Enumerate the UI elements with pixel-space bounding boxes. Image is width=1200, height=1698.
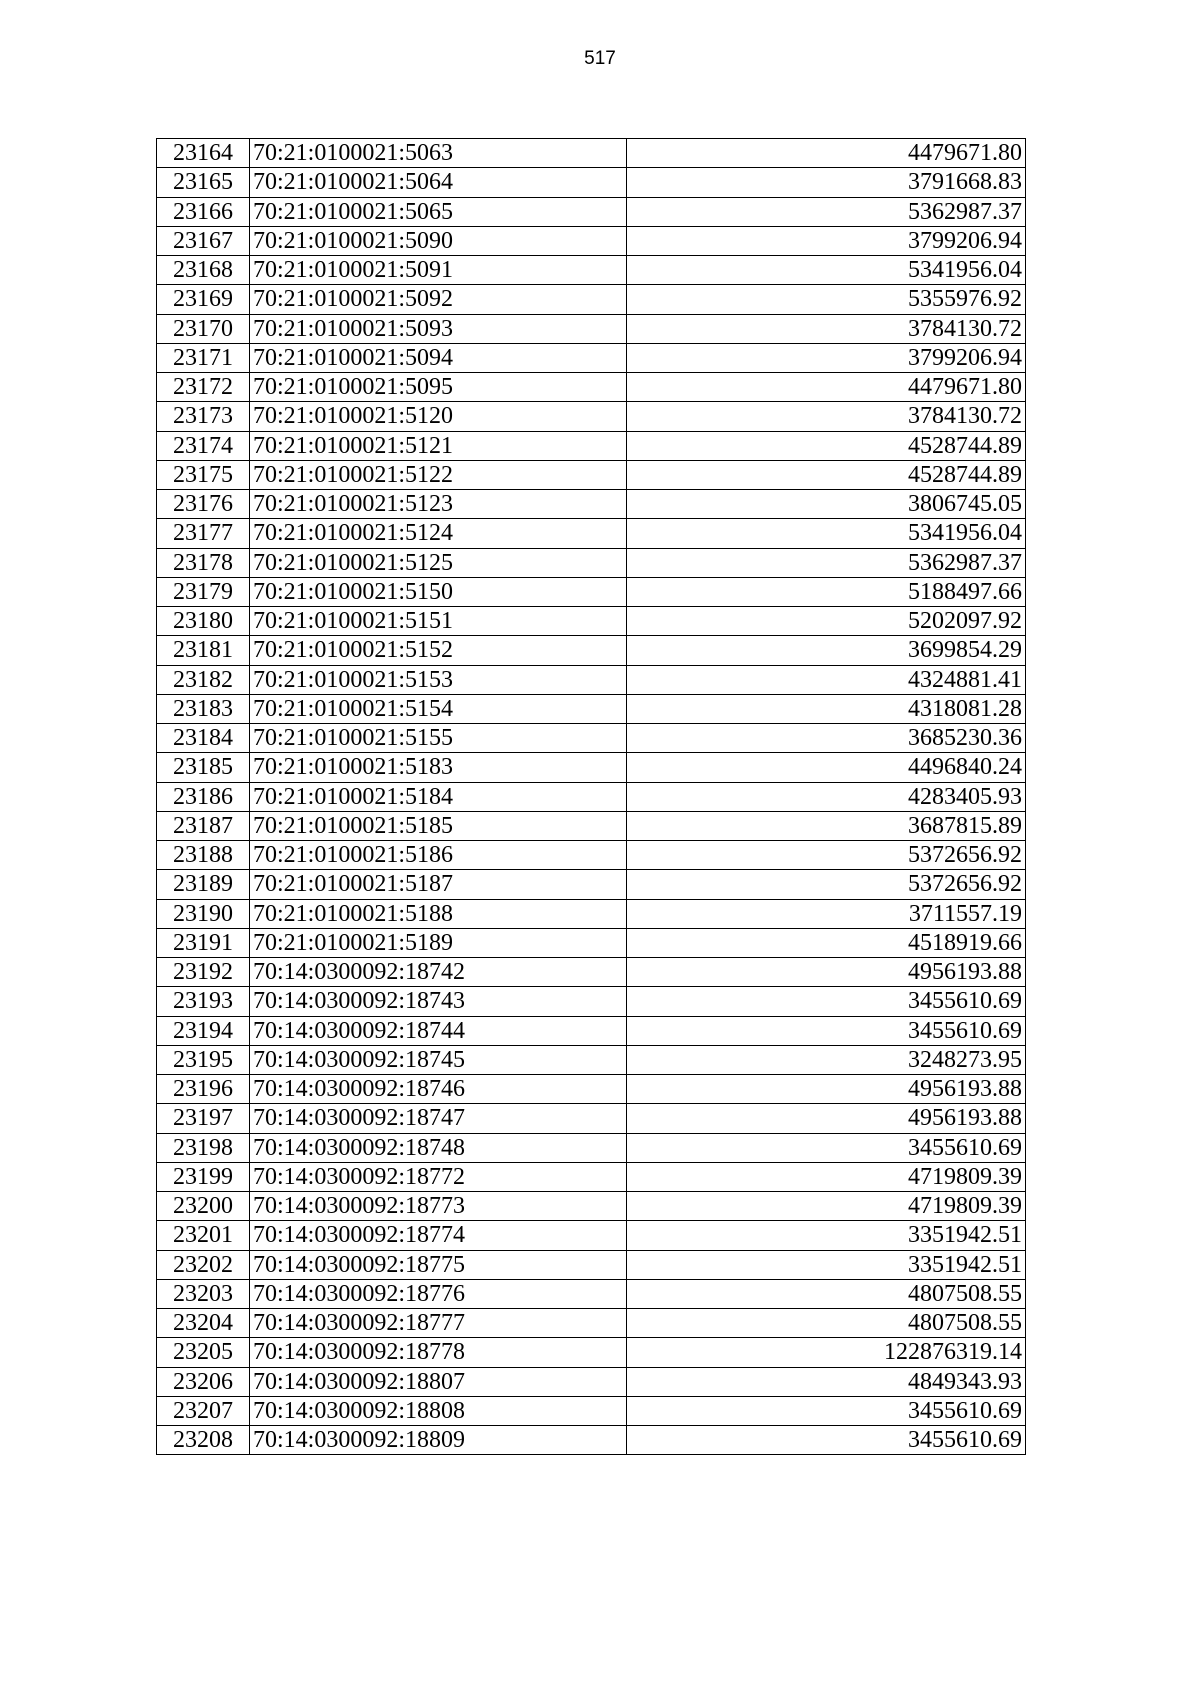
table-row bbox=[157, 285, 1026, 314]
cadastral-number-cell: 70:21:0100021:5185 bbox=[250, 811, 627, 840]
cadastral-value-cell: 4528744.89 bbox=[627, 431, 1026, 460]
row-number-cell: 23180 bbox=[157, 607, 250, 636]
cadastral-number-cell: 70:21:0100021:5120 bbox=[250, 402, 627, 431]
row-number-cell: 23188 bbox=[157, 841, 250, 870]
cadastral-number-cell: 70:14:0300092:18747 bbox=[250, 1104, 627, 1133]
cadastral-value-cell: 4807508.55 bbox=[627, 1279, 1026, 1308]
cadastral-value-cell: 3784130.72 bbox=[627, 314, 1026, 343]
cadastral-value-table bbox=[156, 138, 1026, 1455]
cadastral-number-cell: 70:21:0100021:5122 bbox=[250, 460, 627, 489]
row-number-cell: 23189 bbox=[157, 870, 250, 899]
table-row bbox=[157, 607, 1026, 636]
table-row bbox=[157, 958, 1026, 987]
row-number-cell: 23198 bbox=[157, 1133, 250, 1162]
row-number-cell: 23166 bbox=[157, 197, 250, 226]
cadastral-value-cell: 3455610.69 bbox=[627, 1016, 1026, 1045]
table-row bbox=[157, 1045, 1026, 1074]
table-row bbox=[157, 490, 1026, 519]
cadastral-number-cell: 70:21:0100021:5093 bbox=[250, 314, 627, 343]
cadastral-value-cell: 5355976.92 bbox=[627, 285, 1026, 314]
row-number-cell: 23201 bbox=[157, 1221, 250, 1250]
row-number-cell: 23192 bbox=[157, 958, 250, 987]
table-row bbox=[157, 548, 1026, 577]
table-row bbox=[157, 753, 1026, 782]
row-number-cell: 23164 bbox=[157, 139, 250, 168]
row-number-cell: 23168 bbox=[157, 256, 250, 285]
row-number-cell: 23165 bbox=[157, 168, 250, 197]
table-row bbox=[157, 373, 1026, 402]
row-number-cell: 23167 bbox=[157, 226, 250, 255]
table-row bbox=[157, 1162, 1026, 1191]
cadastral-number-cell: 70:14:0300092:18807 bbox=[250, 1367, 627, 1396]
table-row bbox=[157, 343, 1026, 372]
cadastral-value-cell: 5188497.66 bbox=[627, 577, 1026, 606]
table-row bbox=[157, 841, 1026, 870]
table-row bbox=[157, 460, 1026, 489]
table-row bbox=[157, 519, 1026, 548]
table-row bbox=[157, 577, 1026, 606]
cadastral-value-cell: 5202097.92 bbox=[627, 607, 1026, 636]
cadastral-number-cell: 70:21:0100021:5121 bbox=[250, 431, 627, 460]
row-number-cell: 23175 bbox=[157, 460, 250, 489]
row-number-cell: 23176 bbox=[157, 490, 250, 519]
table-row bbox=[157, 1016, 1026, 1045]
table-row bbox=[157, 402, 1026, 431]
cadastral-number-cell: 70:14:0300092:18776 bbox=[250, 1279, 627, 1308]
cadastral-value-cell: 3455610.69 bbox=[627, 1133, 1026, 1162]
cadastral-number-cell: 70:21:0100021:5183 bbox=[250, 753, 627, 782]
table-row bbox=[157, 1309, 1026, 1338]
row-number-cell: 23169 bbox=[157, 285, 250, 314]
cadastral-value-cell: 3455610.69 bbox=[627, 987, 1026, 1016]
row-number-cell: 23202 bbox=[157, 1250, 250, 1279]
row-number-cell: 23184 bbox=[157, 724, 250, 753]
table-row bbox=[157, 1192, 1026, 1221]
row-number-cell: 23204 bbox=[157, 1309, 250, 1338]
cadastral-number-cell: 70:21:0100021:5094 bbox=[250, 343, 627, 372]
cadastral-number-cell: 70:14:0300092:18744 bbox=[250, 1016, 627, 1045]
cadastral-number-cell: 70:21:0100021:5150 bbox=[250, 577, 627, 606]
cadastral-number-cell: 70:21:0100021:5125 bbox=[250, 548, 627, 577]
cadastral-value-cell: 4318081.28 bbox=[627, 694, 1026, 723]
row-number-cell: 23199 bbox=[157, 1162, 250, 1191]
table-body bbox=[157, 139, 1026, 1455]
table-row bbox=[157, 811, 1026, 840]
cadastral-number-cell: 70:21:0100021:5184 bbox=[250, 782, 627, 811]
row-number-cell: 23179 bbox=[157, 577, 250, 606]
table-row bbox=[157, 1279, 1026, 1308]
row-number-cell: 23191 bbox=[157, 928, 250, 957]
row-number-cell: 23197 bbox=[157, 1104, 250, 1133]
table-row bbox=[157, 694, 1026, 723]
row-number-cell: 23203 bbox=[157, 1279, 250, 1308]
row-number-cell: 23183 bbox=[157, 694, 250, 723]
cadastral-number-cell: 70:21:0100021:5187 bbox=[250, 870, 627, 899]
cadastral-value-cell: 4479671.80 bbox=[627, 139, 1026, 168]
table-row bbox=[157, 139, 1026, 168]
cadastral-number-cell: 70:14:0300092:18777 bbox=[250, 1309, 627, 1338]
cadastral-value-cell: 3791668.83 bbox=[627, 168, 1026, 197]
cadastral-value-cell: 5372656.92 bbox=[627, 870, 1026, 899]
cadastral-value-cell: 4496840.24 bbox=[627, 753, 1026, 782]
cadastral-value-cell: 5341956.04 bbox=[627, 519, 1026, 548]
cadastral-number-cell: 70:21:0100021:5095 bbox=[250, 373, 627, 402]
row-number-cell: 23195 bbox=[157, 1045, 250, 1074]
table-row bbox=[157, 724, 1026, 753]
row-number-cell: 23208 bbox=[157, 1426, 250, 1455]
cadastral-value-cell: 4849343.93 bbox=[627, 1367, 1026, 1396]
cadastral-value-cell: 3699854.29 bbox=[627, 636, 1026, 665]
cadastral-number-cell: 70:14:0300092:18772 bbox=[250, 1162, 627, 1191]
cadastral-value-cell: 4518919.66 bbox=[627, 928, 1026, 957]
cadastral-number-cell: 70:14:0300092:18809 bbox=[250, 1426, 627, 1455]
cadastral-value-cell: 4283405.93 bbox=[627, 782, 1026, 811]
cadastral-value-cell: 4479671.80 bbox=[627, 373, 1026, 402]
cadastral-value-cell: 3806745.05 bbox=[627, 490, 1026, 519]
cadastral-value-cell: 4807508.55 bbox=[627, 1309, 1026, 1338]
row-number-cell: 23194 bbox=[157, 1016, 250, 1045]
table-row bbox=[157, 1396, 1026, 1425]
row-number-cell: 23173 bbox=[157, 402, 250, 431]
row-number-cell: 23170 bbox=[157, 314, 250, 343]
row-number-cell: 23182 bbox=[157, 665, 250, 694]
row-number-cell: 23200 bbox=[157, 1192, 250, 1221]
table-row bbox=[157, 1367, 1026, 1396]
cadastral-number-cell: 70:21:0100021:5151 bbox=[250, 607, 627, 636]
cadastral-value-cell: 4956193.88 bbox=[627, 1104, 1026, 1133]
cadastral-number-cell: 70:14:0300092:18774 bbox=[250, 1221, 627, 1250]
cadastral-value-cell: 3351942.51 bbox=[627, 1221, 1026, 1250]
cadastral-value-cell: 3455610.69 bbox=[627, 1426, 1026, 1455]
table-row bbox=[157, 987, 1026, 1016]
table-row bbox=[157, 431, 1026, 460]
row-number-cell: 23185 bbox=[157, 753, 250, 782]
row-number-cell: 23190 bbox=[157, 899, 250, 928]
row-number-cell: 23177 bbox=[157, 519, 250, 548]
cadastral-value-cell: 3351942.51 bbox=[627, 1250, 1026, 1279]
cadastral-number-cell: 70:14:0300092:18773 bbox=[250, 1192, 627, 1221]
cadastral-value-cell: 4528744.89 bbox=[627, 460, 1026, 489]
row-number-cell: 23186 bbox=[157, 782, 250, 811]
cadastral-value-cell: 3248273.95 bbox=[627, 1045, 1026, 1074]
cadastral-number-cell: 70:14:0300092:18742 bbox=[250, 958, 627, 987]
table-row bbox=[157, 899, 1026, 928]
cadastral-value-cell: 5362987.37 bbox=[627, 548, 1026, 577]
cadastral-number-cell: 70:21:0100021:5064 bbox=[250, 168, 627, 197]
cadastral-value-cell: 5372656.92 bbox=[627, 841, 1026, 870]
table-row bbox=[157, 197, 1026, 226]
cadastral-number-cell: 70:21:0100021:5188 bbox=[250, 899, 627, 928]
table-row bbox=[157, 1426, 1026, 1455]
table-row bbox=[157, 1250, 1026, 1279]
table-row bbox=[157, 928, 1026, 957]
cadastral-value-cell: 4719809.39 bbox=[627, 1192, 1026, 1221]
cadastral-number-cell: 70:14:0300092:18748 bbox=[250, 1133, 627, 1162]
cadastral-number-cell: 70:21:0100021:5065 bbox=[250, 197, 627, 226]
cadastral-value-cell: 3687815.89 bbox=[627, 811, 1026, 840]
row-number-cell: 23193 bbox=[157, 987, 250, 1016]
cadastral-value-cell: 4324881.41 bbox=[627, 665, 1026, 694]
cadastral-number-cell: 70:14:0300092:18745 bbox=[250, 1045, 627, 1074]
table-row bbox=[157, 256, 1026, 285]
cadastral-number-cell: 70:14:0300092:18746 bbox=[250, 1075, 627, 1104]
cadastral-number-cell: 70:14:0300092:18808 bbox=[250, 1396, 627, 1425]
cadastral-number-cell: 70:21:0100021:5123 bbox=[250, 490, 627, 519]
row-number-cell: 23207 bbox=[157, 1396, 250, 1425]
table-row bbox=[157, 782, 1026, 811]
cadastral-value-cell: 3711557.19 bbox=[627, 899, 1026, 928]
cadastral-number-cell: 70:21:0100021:5152 bbox=[250, 636, 627, 665]
row-number-cell: 23174 bbox=[157, 431, 250, 460]
cadastral-number-cell: 70:21:0100021:5092 bbox=[250, 285, 627, 314]
cadastral-number-cell: 70:14:0300092:18775 bbox=[250, 1250, 627, 1279]
table-row bbox=[157, 665, 1026, 694]
cadastral-value-cell: 3685230.36 bbox=[627, 724, 1026, 753]
cadastral-value-cell: 3455610.69 bbox=[627, 1396, 1026, 1425]
cadastral-value-cell: 4956193.88 bbox=[627, 1075, 1026, 1104]
cadastral-value-cell: 4719809.39 bbox=[627, 1162, 1026, 1191]
cadastral-number-cell: 70:14:0300092:18743 bbox=[250, 987, 627, 1016]
table-row bbox=[157, 1221, 1026, 1250]
cadastral-number-cell: 70:21:0100021:5124 bbox=[250, 519, 627, 548]
cadastral-value-cell: 3784130.72 bbox=[627, 402, 1026, 431]
cadastral-value-cell: 5362987.37 bbox=[627, 197, 1026, 226]
cadastral-number-cell: 70:14:0300092:18778 bbox=[250, 1338, 627, 1367]
cadastral-number-cell: 70:21:0100021:5091 bbox=[250, 256, 627, 285]
table-row bbox=[157, 870, 1026, 899]
table-row bbox=[157, 226, 1026, 255]
table-row bbox=[157, 636, 1026, 665]
table-row bbox=[157, 314, 1026, 343]
cadastral-value-cell: 3799206.94 bbox=[627, 226, 1026, 255]
table-row bbox=[157, 1104, 1026, 1133]
row-number-cell: 23206 bbox=[157, 1367, 250, 1396]
cadastral-value-cell: 122876319.14 bbox=[627, 1338, 1026, 1367]
row-number-cell: 23178 bbox=[157, 548, 250, 577]
cadastral-value-cell: 5341956.04 bbox=[627, 256, 1026, 285]
page-number: 517 bbox=[584, 48, 616, 69]
cadastral-number-cell: 70:21:0100021:5186 bbox=[250, 841, 627, 870]
row-number-cell: 23205 bbox=[157, 1338, 250, 1367]
table-row bbox=[157, 1075, 1026, 1104]
table-row bbox=[157, 1133, 1026, 1162]
row-number-cell: 23196 bbox=[157, 1075, 250, 1104]
row-number-cell: 23171 bbox=[157, 343, 250, 372]
cadastral-value-cell: 3799206.94 bbox=[627, 343, 1026, 372]
row-number-cell: 23181 bbox=[157, 636, 250, 665]
table-row bbox=[157, 168, 1026, 197]
row-number-cell: 23187 bbox=[157, 811, 250, 840]
cadastral-number-cell: 70:21:0100021:5155 bbox=[250, 724, 627, 753]
cadastral-number-cell: 70:21:0100021:5153 bbox=[250, 665, 627, 694]
row-number-cell: 23172 bbox=[157, 373, 250, 402]
cadastral-number-cell: 70:21:0100021:5189 bbox=[250, 928, 627, 957]
cadastral-number-cell: 70:21:0100021:5090 bbox=[250, 226, 627, 255]
cadastral-number-cell: 70:21:0100021:5154 bbox=[250, 694, 627, 723]
cadastral-number-cell: 70:21:0100021:5063 bbox=[250, 139, 627, 168]
cadastral-value-cell: 4956193.88 bbox=[627, 958, 1026, 987]
table-row bbox=[157, 1338, 1026, 1367]
